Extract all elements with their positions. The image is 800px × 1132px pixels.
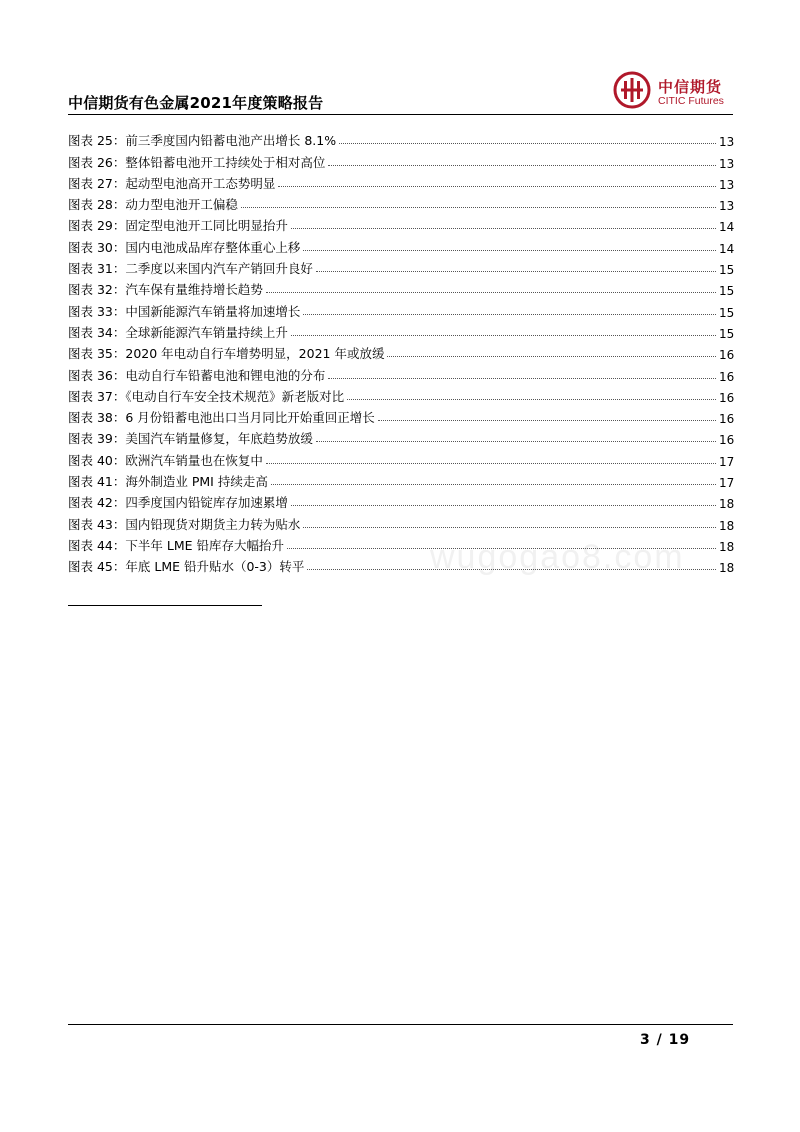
toc-entry-label: 图表 28：动力型电池开工偏稳 [68, 197, 238, 213]
toc-leader-dots [378, 419, 716, 421]
toc-entry-page: 13 [719, 199, 735, 214]
toc-leader-dots [328, 377, 716, 379]
toc-entry[interactable] [68, 362, 733, 383]
toc-entry-label: 图表 36：电动自行车铅蓄电池和锂电池的分布 [68, 367, 326, 383]
toc-leader-dots [271, 483, 716, 485]
toc-leader-dots [241, 206, 716, 208]
toc-entry-page: 18 [719, 539, 735, 554]
toc-entry-label: 图表 37：《电动自行车安全技术规范》新老版对比 [68, 388, 345, 404]
toc-entry[interactable] [68, 149, 733, 170]
toc-leader-dots [339, 142, 716, 144]
toc-entry-label: 图表 43：国内铅现货对期货主力转为贴水 [68, 516, 301, 532]
toc-entry-label: 图表 40：欧洲汽车销量也在恢复中 [68, 452, 263, 468]
toc-entry[interactable] [68, 298, 733, 319]
toc-entry-page: 17 [719, 454, 735, 469]
toc-entry-label: 图表 45：年底 LME 铅升贴水（0-3）转平 [68, 559, 305, 575]
header-divider [68, 114, 733, 115]
toc-entry-page: 15 [719, 305, 735, 320]
toc-entry[interactable] [68, 277, 733, 298]
toc-entry-label: 图表 25：前三季度国内铅蓄电池产出增长 8.1% [68, 133, 337, 149]
toc-entry-page: 15 [719, 326, 735, 341]
toc-entry[interactable] [68, 320, 733, 341]
logo-english-text: CITIC Futures [658, 95, 724, 107]
toc-entry[interactable] [68, 490, 733, 511]
toc-leader-dots [266, 462, 716, 464]
toc-leader-dots [291, 504, 716, 506]
toc-leader-dots [303, 313, 716, 315]
toc-entry[interactable] [68, 469, 733, 490]
toc-leader-dots [291, 227, 716, 229]
toc-entry-label: 图表 38：6 月份铅蓄电池出口当月同比开始重回正增长 [68, 410, 375, 426]
toc-leader-dots [303, 526, 716, 528]
toc-leader-dots [278, 185, 716, 187]
toc-entry-label: 图表 42：四季度国内铅锭库存加速累增 [68, 495, 288, 511]
toc-entry-page: 16 [719, 433, 735, 448]
toc-entry[interactable] [68, 447, 733, 468]
toc-leader-dots [316, 270, 716, 272]
toc-entry-label: 图表 35：2020 年电动自行车增势明显，2021 年或放缓 [68, 346, 385, 362]
toc-entry-page: 18 [719, 561, 735, 576]
toc-entry-label: 图表 31：二季度以来国内汽车产销回升良好 [68, 261, 313, 277]
toc-entry-page: 17 [719, 476, 735, 491]
toc-entry-page: 16 [719, 348, 735, 363]
toc-leader-dots [291, 334, 716, 336]
toc-entry[interactable] [68, 171, 733, 192]
toc-entry[interactable] [68, 341, 733, 362]
toc-entry[interactable] [68, 384, 733, 405]
toc-entry-label: 图表 41：海外制造业 PMI 持续走高 [68, 474, 268, 490]
toc-entry[interactable] [68, 405, 733, 426]
toc-leader-dots [303, 249, 716, 251]
toc-leader-dots [328, 164, 716, 166]
footer-divider [68, 1024, 733, 1025]
footnote-divider [68, 605, 262, 606]
toc-leader-dots [316, 440, 716, 442]
toc-entry[interactable] [68, 213, 733, 234]
citic-emblem-icon [612, 70, 652, 110]
toc-entry-label: 图表 34：全球新能源汽车销量持续上升 [68, 324, 288, 340]
toc-entry-page: 14 [719, 241, 735, 256]
toc-entry-label: 图表 39：美国汽车销量修复，年底趋势放缓 [68, 431, 313, 447]
toc-entry-page: 16 [719, 390, 735, 405]
toc-entry-page: 16 [719, 369, 735, 384]
citic-futures-logo [612, 70, 742, 110]
logo-chinese-text: 中信期货 [658, 78, 723, 96]
toc-entry-page: 15 [719, 263, 735, 278]
toc-entry[interactable] [68, 426, 733, 447]
toc-entry-label: 图表 30：国内电池成品库存整体重心上移 [68, 239, 301, 255]
toc-entry-label: 图表 29：固定型电池开工同比明显抬升 [68, 218, 288, 234]
toc-entry-label: 图表 33：中国新能源汽车销量将加速增长 [68, 303, 301, 319]
toc-entry[interactable] [68, 256, 733, 277]
watermark: wugogao8.com [430, 538, 685, 576]
toc-entry-label: 图表 32：汽车保有量维持增长趋势 [68, 282, 263, 298]
toc-entry-page: 18 [719, 497, 735, 512]
toc-entry-page: 13 [719, 177, 735, 192]
toc-entry-page: 16 [719, 412, 735, 427]
toc-entry-label: 图表 44：下半年 LME 铅库存大幅抬升 [68, 537, 284, 553]
toc-entry-page: 18 [719, 518, 735, 533]
toc-entry-label: 图表 27：起动型电池高开工态势明显 [68, 175, 276, 191]
toc-leader-dots [347, 398, 716, 400]
toc-leader-dots [387, 355, 716, 357]
toc-entry[interactable] [68, 234, 733, 255]
toc-leader-dots [266, 291, 716, 293]
toc-entry-page: 13 [719, 135, 735, 150]
toc-entry[interactable] [68, 511, 733, 532]
toc-entry-label: 图表 26：整体铅蓄电池开工持续处于相对高位 [68, 154, 326, 170]
toc-entry-page: 14 [719, 220, 735, 235]
figure-list [68, 128, 733, 575]
page-number: 3 / 19 [640, 1032, 691, 1048]
toc-entry[interactable] [68, 128, 733, 149]
report-title: 中信期货有色金属2021年度策略报告 [68, 94, 324, 112]
toc-entry[interactable] [68, 192, 733, 213]
toc-entry-page: 13 [719, 156, 735, 171]
toc-entry-page: 15 [719, 284, 735, 299]
